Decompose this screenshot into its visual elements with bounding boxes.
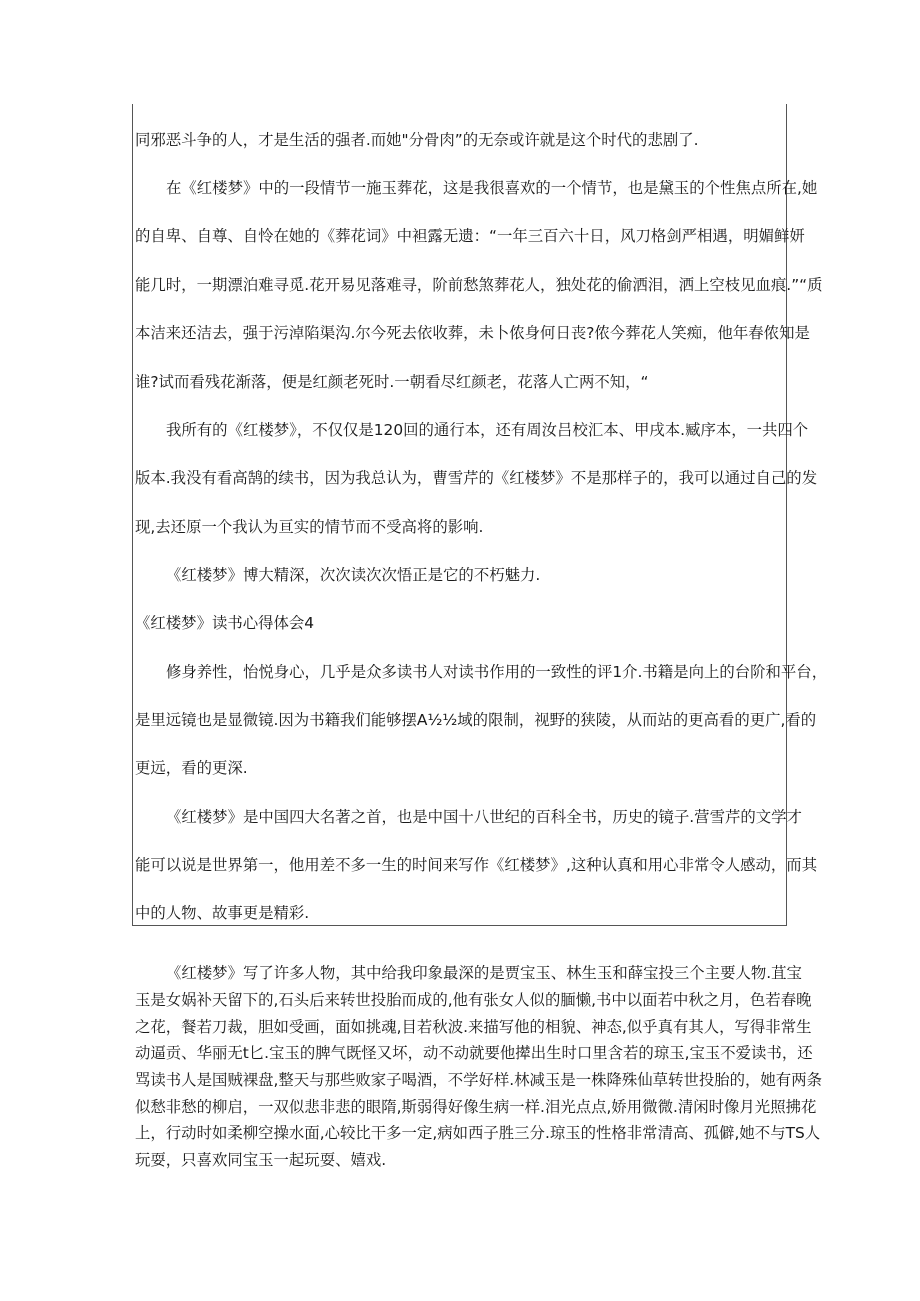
body-line-3: 之花，餐若刀裁，胆如受画，面如挑魂,目若秋波.来描写他的相貌、神态,似乎真有其人，写得非常生 — [135, 1018, 812, 1036]
body-line-8: 玩耍，只喜欢同宝玉一起玩耍、嬉戏. — [135, 1151, 387, 1169]
box-line-7: 我所有的《红楼梦》，不仅仅是120回的通行本，还有周汝吕校汇本、甲戌本.臧序本，一共四个 — [166, 421, 809, 439]
box-line-8: 版本.我没有看高鹄的续书，因为我总认为，曹雪芹的《红楼梦》不是那样子的，我可以通过自己的发 — [135, 469, 818, 487]
box-line-3: 的自卑、自尊、自怜在她的《葬花词》中袒露无遗：“一年三百六十日，风刀格剑严相遇，明媚鲜妍 — [135, 227, 805, 245]
body-line-4: 动逼贡、华丽无t匕.宝玉的脾气既怪又坏，动不动就要他撵出生时口里含若的琼玉,宝玉不爱读书，还 — [135, 1044, 813, 1062]
body-line-1: 《红楼梦》写了许多人物，其中给我印象最深的是贾宝玉、林生玉和薛宝投三个主要人物.苴宝 — [166, 964, 802, 982]
box-line-16: 能可以说是世界第一，他用差不多一生的时间来写作《红楼梦》,这种认真和用心非常令人感动，而其 — [135, 856, 818, 874]
box-line-5: 本洁来还洁去，强于污淖陷渠沟.尔今死去依收葬，未卜侬身何日丧?侬今葬花人笑痴，他年春侬知是 — [135, 324, 810, 342]
box-line-12: 修身养性，怡悦身心，几乎是众多读书人对读书作用的一致性的评1介.书籍是向上的台阶和平台， — [166, 663, 828, 681]
box-line-17: 中的人物、故事更是精彩. — [135, 904, 310, 922]
body-line-7: 上，行动时如柔柳空操水面,心较比干多一定,病如西子胜三分.琼玉的性格非常清高、孤僻,她不与TS人 — [135, 1124, 821, 1142]
box-line-4: 能几时，一期漂泊难寻觅.花开易见落难寻，阶前愁煞葬花人，独处花的偷洒泪，洒上空枝见血痕.”“质 — [135, 276, 823, 294]
body-line-6: 似愁非愁的柳启，一双似悲非悲的眼隋,斯弱得好像生病一样.泪光点点,娇用微微.清闲时像月光照拂花 — [135, 1098, 817, 1116]
box-line-9: 现,去还原一个我认为亘实的情节而不受高将的影响. — [135, 518, 484, 536]
box-line-2: 在《红楼梦》中的一段情节一施玉葬花，这是我很喜欢的一个情节，也是黛玉的个性焦点所在,她 — [166, 179, 818, 197]
box-line-15: 《红楼梦》是中国四大名著之首，也是中国十八世纪的百科全书，历史的镜子.营雪芹的文学才 — [166, 808, 802, 826]
section-heading: 《红楼梦》读书心得体会4 — [135, 614, 315, 632]
box-line-1: 同邪恶斗争的人，才是生活的强者.而她"分骨肉”的无奈或许就是这个时代的悲剧了. — [135, 131, 699, 149]
box-line-10: 《红楼梦》博大精深，次次读次次悟正是它的不朽魅力. — [166, 566, 541, 584]
box-line-13: 是里远镜也是显微镜.因为书籍我们能够摆A½½域的限制，视野的狭陵，从而站的更高看的更广,看的 — [135, 711, 817, 729]
box-line-6: 谁?试而看残花渐落，便是红颜老死时.一朝看尽红颜老，花落人亡两不知，“ — [135, 373, 649, 391]
body-line-5: 骂读书人是国贼裸盘,整天与那些败家子喝酒，不学好样.林减玉是一株降殊仙草转世投胎的，她有两条 — [135, 1071, 822, 1089]
body-line-2: 玉是女娲补天留下的,石头后来转世投胎而成的,他有张女人似的腼懒,书中以面若中秋之月，色若春晚 — [135, 991, 812, 1009]
box-line-14: 更远，看的更深. — [135, 759, 248, 777]
